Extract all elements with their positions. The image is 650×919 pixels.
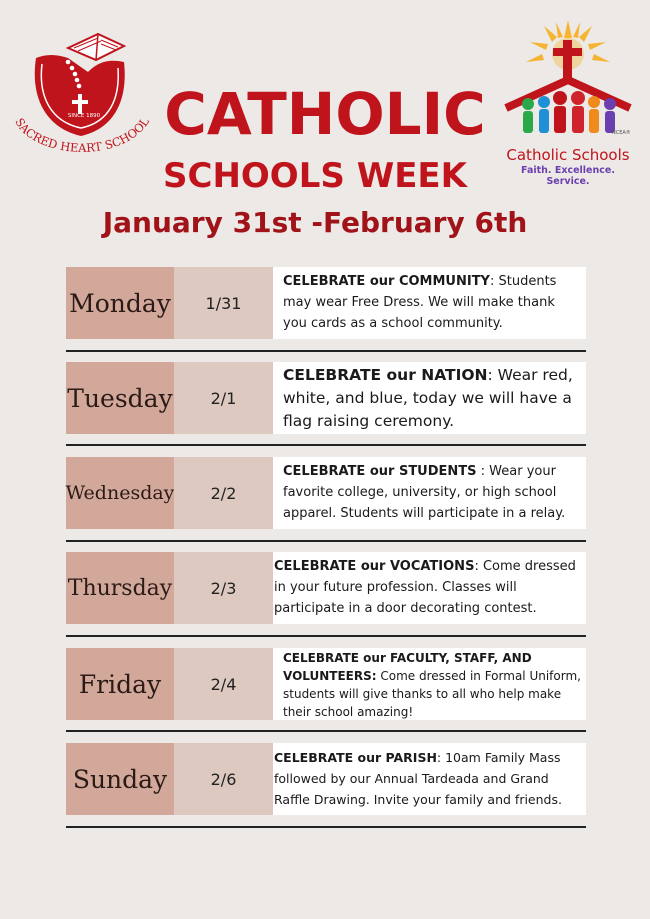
catholic-schools-mark: NCEA® [612, 130, 631, 136]
day-description [273, 457, 586, 529]
day-description [273, 743, 586, 815]
schedule-row-friday [66, 648, 586, 720]
celebration-text: : Wear your favorite college, university, or high school apparel. Students will participate in a relay. [283, 464, 566, 521]
celebration-text: Come dressed in Formal Uniform, students will give thanks to all who help make their school amazing! [283, 669, 581, 719]
day-name: Friday [66, 648, 174, 720]
catholic-schools-name: Catholic Schools [506, 146, 630, 164]
celebration-text: : Students may wear Free Dress. We will make thank you cards as a school community. [283, 274, 557, 331]
schedule-row-wednesday [66, 457, 586, 529]
celebration-heading: CELEBRATE our VOCATIONS [274, 559, 475, 574]
day-description [273, 552, 586, 624]
day-date: 2/2 [174, 457, 273, 529]
day-name: Monday [66, 267, 174, 339]
page-title: CATHOLIC [164, 80, 486, 148]
day-name: Wednesday [66, 457, 174, 529]
since-label: SINCE 1890 [67, 113, 101, 119]
day-description [273, 267, 586, 339]
day-name: Tuesday [66, 362, 174, 434]
row-divider [66, 635, 586, 637]
row-divider [66, 444, 586, 446]
celebration-heading: CELEBRATE our STUDENTS [283, 464, 477, 479]
day-name: Sunday [66, 743, 174, 815]
celebration-heading: CELEBRATE our NATION [283, 366, 488, 384]
day-date: 2/4 [174, 648, 273, 720]
day-date: 2/1 [174, 362, 273, 434]
celebration-text: : Come dressed in your future profession. Classes will participate in a door decorating contest. [274, 559, 576, 616]
schedule-row-monday [66, 267, 586, 339]
day-date: 2/6 [174, 743, 273, 815]
schedule-row-thursday [66, 552, 586, 624]
page-subtitle: SCHOOLS WEEK [163, 156, 467, 196]
day-description [273, 648, 586, 720]
day-description [273, 362, 586, 434]
row-divider [66, 730, 586, 732]
event-dates: January 31st -February 6th [102, 206, 528, 239]
day-date: 1/31 [174, 267, 273, 339]
celebration-text: : Wear red, white, and blue, today we will have a flag raising ceremony. [283, 366, 573, 430]
row-divider [66, 350, 586, 352]
schedule-row-tuesday [66, 362, 586, 434]
day-name: Thursday [66, 552, 174, 624]
row-divider [66, 826, 586, 828]
catholic-schools-tagline: Faith. Excellence. Service. [521, 165, 615, 187]
celebration-heading: CELEBRATE our COMMUNITY [283, 274, 490, 289]
day-date: 2/3 [174, 552, 273, 624]
school-name-arc: SACRED HEART SCHOOL [12, 114, 152, 155]
schedule-row-sunday [66, 743, 586, 815]
celebration-text: : 10am Family Mass followed by our Annual Tardeada and Grand Raffle Drawing. Invite your family and friends. [274, 750, 562, 807]
row-divider [66, 540, 586, 542]
celebration-heading: CELEBRATE our FACULTY, STAFF, AND VOLUNTEERS: [283, 651, 532, 683]
celebration-heading: CELEBRATE our PARISH [274, 750, 437, 765]
